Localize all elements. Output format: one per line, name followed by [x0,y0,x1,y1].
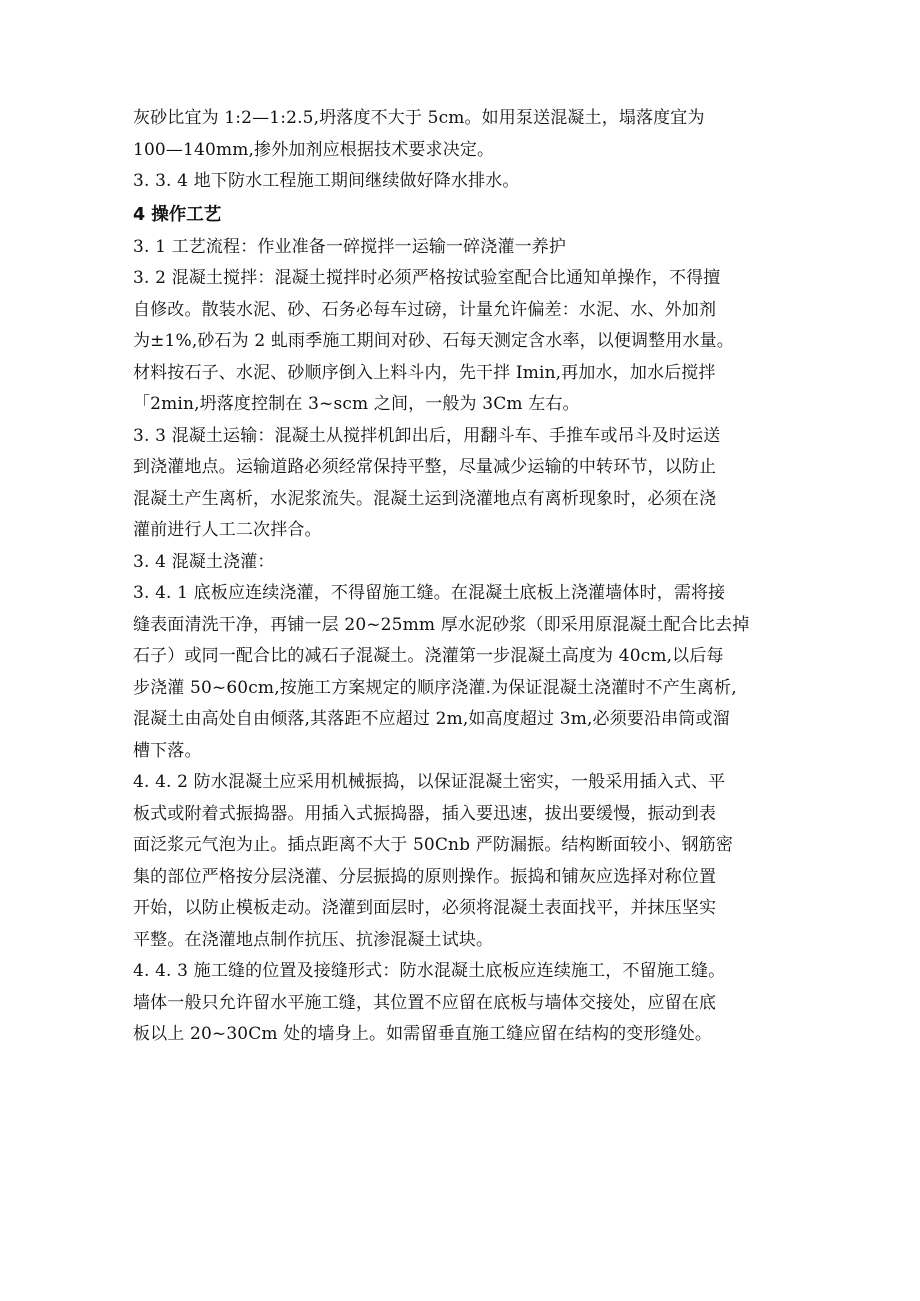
text-line: 3. 4 混凝土浇灌： [133,551,275,572]
text-line: 步浇灌 50~60cm,按施工方案规定的顺序浇灌.为保证混凝土浇灌时不产生离析, [133,677,737,698]
text-line: 3. 3 混凝土运输：混凝土从搅拌机卸出后，用翻斗车、手推车或吊斗及时运送 [133,425,721,446]
text-line: 到浇灌地点。运输道路必须经常保持平整，尽量减少运输的中转环节，以防止 [133,457,717,477]
text-line: 混凝土产生离析，水泥浆流失。混凝土运到浇灌地点有离析现象时，必须在浇 [133,488,717,509]
text-line: 3. 1 工艺流程：作业准备一碎搅拌一运输一碎浇灌一养护 [133,236,567,257]
text-line: 「2min,坍落度控制在 3~scm 之间，一般为 3Cm 左右。 [133,394,580,414]
text-line: 4. 4. 3 施工缝的位置及接缝形式：防水混凝土底板应连续施工，不留施工缝。 [133,961,726,981]
text-line: 混凝土由高处自由倾落,其落距不应超过 2m,如高度超过 3m,必须要沿串筒或溜 [133,709,730,729]
section-heading: 4 操作工艺 [133,204,222,225]
text-line: 灰砂比宜为 1:2—1:2.5,坍落度不大于 5cm。如用泵送混凝土，塌落度宜为 [133,108,705,128]
text-line: 板以上 20~30Cm 处的墙身上。如需留垂直施工缝应留在结构的变形缝处。 [133,1024,712,1044]
text-line: 灌前进行人工二次拌合。 [133,520,322,540]
text-line: 自修改。散装水泥、砂、石务必每车过磅，计量允许偏差：水泥、水、外加剂 [133,299,717,320]
text-line: 缝表面清洗干净，再铺一层 20~25mm 厚水泥砂浆（即采用原混凝土配合比去掉 [133,614,750,635]
text-line: 100—140mm,掺外加剂应根据技术要求决定。 [133,139,495,160]
text-line: 面泛浆元气泡为止。插点距离不大于 50Cnb 严防漏振。结构断面较小、钢筋密 [133,835,733,855]
text-line: 墙体一般只允许留水平施工缝，其位置不应留在底板与墙体交接处，应留在底 [133,992,717,1013]
document-body [133,103,773,1051]
text-line: 平整。在浇灌地点制作抗压、抗渗混凝土试块。 [133,929,494,950]
text-line: 3. 3. 4 地下防水工程施工期间继续做好降水排水。 [133,171,520,191]
text-line: 石子）或同一配合比的减石子混凝土。浇灌第一步混凝土高度为 40cm,以后每 [133,646,724,666]
text-line: 槽下落。 [133,740,202,761]
text-line: 3. 4. 1 底板应连续浇灌，不得留施工缝。在混凝土底板上浇灌墙体时，需将接 [133,583,726,603]
text-line: 材料按石子、水泥、砂顺序倒入上料斗内，先干拌 Imin,再加水，加水后搅拌 [133,362,716,383]
text-line: 4. 4. 2 防水混凝土应采用机械振捣，以保证混凝土密实，一般采用插入式、平 [133,772,726,792]
text-line: 开始，以防止模板走动。浇灌到面层时，必须将混凝土表面找平，并抹压坚实 [133,898,717,918]
text-line: 集的部位严格按分层浇灌、分层振捣的原则操作。振捣和铺灰应选择对称位置 [133,866,717,887]
text-line: 为±1%,砂石为 2 虬雨季施工期间对砂、石每天测定含水率，以便调整用水量。 [133,331,734,351]
text-line: 板式或附着式振捣器。用插入式振捣器，插入要迅速，拔出要缓慢，振动到表 [133,803,717,824]
text-line: 3. 2 混凝土搅拌：混凝土搅拌时必须严格按试验室配合比通知单操作，不得擅 [133,268,721,288]
